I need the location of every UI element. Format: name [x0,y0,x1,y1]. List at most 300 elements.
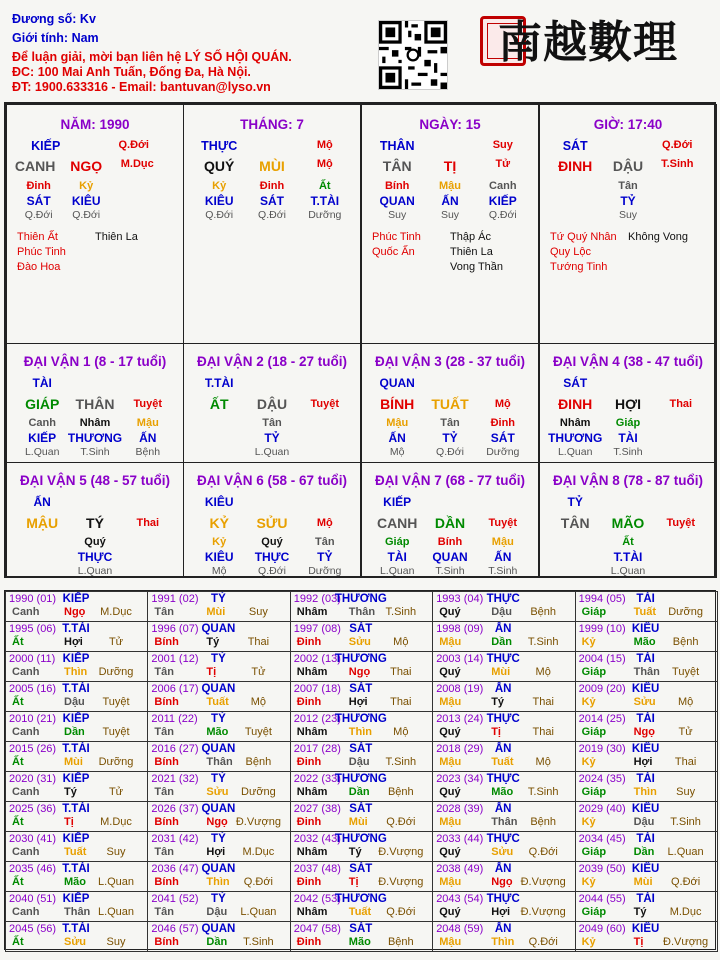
hidden-phase: L.Quan [77,565,113,577]
year-label: 2045 (56) [9,923,57,935]
hidden-stem: Quý [84,536,106,548]
year-god: T.TÀI [62,803,90,815]
year-label: 1995 (06) [9,623,57,635]
qr-code-icon [378,20,448,90]
year-phase: Bệnh [672,636,699,648]
dai-van-phase: Thai [136,517,160,529]
hidden-phase: T.Sinh [435,565,465,577]
year-stem: Tân [154,786,174,798]
year-phase: T.Sinh [385,756,417,768]
year-god: KIÊU [631,863,660,875]
year-god: KIẾP [62,893,90,905]
year-cell [575,591,718,622]
pillars-grid [4,102,716,578]
year-cell [575,651,718,682]
dai-van-phase: Mộ [316,517,333,529]
year-phase: T.Sinh [385,606,417,618]
year-stem: Quý [439,786,461,798]
year-label: 2010 (21) [9,713,57,725]
year-stem: Mậu [439,756,462,768]
top-god: Q.Đới [118,139,149,151]
year-god: TỶ [211,713,226,725]
hidden-phase: Bệnh [135,446,161,458]
year-stem: Mậu [439,936,462,948]
year-stem: Canh [12,786,40,798]
dai-van-stem: CANH [376,515,418,531]
hidden-god: T.TÀI [613,550,643,564]
year-phase: T.Sinh [670,816,701,828]
year-branch: Thân [633,666,660,678]
year-stem: Quý [439,726,461,738]
star-name: Phúc Tinh [17,246,66,258]
hidden-stem: Kỷ [212,180,227,192]
year-branch: Sửu [348,636,371,648]
hidden-phase: Dưỡng [308,209,342,221]
dai-van-phase: Thai [669,398,693,410]
year-branch: Tị [348,876,359,888]
year-phase: Bệnh [387,786,414,798]
year-cell [432,621,575,652]
year-branch: Dần [64,726,85,738]
year-stem: Ất [12,876,24,888]
contact-line: Để luận giải, mời bạn liên hệ LÝ SỐ HỘI QUÁN. [12,50,292,64]
year-branch: Thìn [491,936,515,948]
hidden-god: TÀI [387,550,407,564]
year-label: 2021 (32) [151,773,199,785]
year-god: TỶ [211,593,226,605]
year-phase: Suy [248,606,268,618]
hidden-phase: L.Quan [254,446,290,458]
year-cell [290,831,433,862]
hidden-stem: Quý [261,536,283,548]
hidden-god: TỶ [317,550,333,564]
year-phase: Dưỡng [98,666,134,678]
year-phase: Mộ [535,666,551,678]
year-branch: Mão [64,876,86,888]
year-stem: Ất [12,756,24,768]
year-branch: Mùi [206,606,226,618]
year-branch: Hợi [633,756,653,768]
stem-branch: T.Sinh [661,158,694,170]
dai-van-god: KIẾP [383,495,412,509]
year-god: SÁT [349,803,373,815]
year-branch: Ngọ [491,876,513,888]
star-name: Phúc Tinh [372,231,421,243]
year-stem: Nhâm [296,786,328,798]
year-branch: Mão [491,786,514,798]
year-label: 2039 (50) [578,863,626,875]
year-branch: Mùi [348,816,368,828]
year-label: 1992 (03) [293,593,341,605]
year-god: THỰC [486,773,520,785]
year-cell [5,591,148,622]
year-stem: Quý [439,606,461,618]
year-cell [432,681,575,712]
year-label: 2022 (33) [293,773,341,785]
year-god: ẤN [494,683,512,695]
star-name: Quy Lộc [550,246,591,258]
year-cell [290,771,433,802]
year-stem: Giáp [581,726,607,738]
year-branch: Tị [491,726,501,738]
year-stem: Tân [154,606,174,618]
year-phase: Thai [532,726,554,738]
hidden-stem: Đinh [259,180,285,192]
year-god: ẤN [494,863,512,875]
year-cell [575,711,718,742]
dai-van-stem: ĐINH [558,396,593,412]
year-stem: Quý [439,846,461,858]
dai-van-phase: Tuyệt [666,517,696,529]
dai-van-stem: KỶ [209,515,229,531]
year-branch: Tý [491,696,505,708]
hidden-stem: Nhâm [79,417,111,429]
dai-van-god: T.TÀI [204,376,234,390]
hidden-stem: Giáp [384,536,410,548]
year-phase: Tuyệt [244,726,272,738]
dai-van-stem: BÍNH [380,396,415,412]
hidden-phase: Suy [388,209,407,221]
annual-luck-table [4,590,716,950]
star-name: Không Vong [628,231,688,243]
year-god: QUAN [201,803,236,815]
dai-van-cell [6,462,184,578]
year-stem: Giáp [581,666,607,678]
year-label: 2026 (37) [151,803,199,815]
dai-van-title: ĐẠI VẬN 5 (48 - 57 tuổi) [19,473,171,488]
year-branch: Thìn [206,876,230,888]
year-god: T.TÀI [62,923,90,935]
year-label: 2019 (30) [578,743,626,755]
year-branch: Thìn [348,726,373,738]
year-branch: Ngọ [348,666,371,678]
pillar-title: GIỜ: 17:40 [593,117,663,132]
hidden-god: SÁT [26,194,51,208]
year-cell [432,711,575,742]
year-phase: Tử [251,666,266,678]
year-god: T.TÀI [62,743,90,755]
hidden-god: ẤN [494,550,512,564]
star-name: Thiên Ất [17,231,58,243]
year-cell [290,921,433,952]
year-phase: Dưỡng [241,786,276,798]
year-stem: Tân [154,666,174,678]
pillar-cell [6,104,184,344]
year-god: THƯƠNG [334,893,387,905]
year-stem: Quý [439,666,461,678]
hidden-stem: Ất [318,180,331,192]
hidden-phase: Q.Đới [488,209,517,221]
hidden-stem: Nhâm [559,417,591,429]
year-label: 2035 (46) [9,863,57,875]
year-god: SÁT [349,743,373,755]
year-cell [432,801,575,832]
year-god: KIẾP [62,593,90,605]
year-god: TÀI [636,653,655,665]
dai-van-branch: SỬU [256,515,288,531]
hidden-stem: Kỷ [79,180,94,192]
year-label: 2003 (14) [436,653,484,665]
year-stem: Đinh [296,636,322,648]
year-label: 2043 (54) [436,893,484,905]
year-phase: T.Sinh [527,636,559,648]
hidden-phase: L.Quan [24,446,60,458]
year-phase: Đ.Vượng [520,906,566,918]
year-stem: Nhâm [296,906,328,918]
year-branch: Ngọ [64,606,86,618]
stem-branch: Tử [495,158,511,170]
year-god: TÀI [636,593,655,605]
year-god: TỶ [211,833,226,845]
top-god: KIẾP [31,139,61,153]
year-label: 2016 (27) [151,743,199,755]
hidden-phase: Q.Đới [72,209,101,221]
year-phase: M.Dục [100,606,132,618]
year-phase: Đ.Vượng [378,876,424,888]
year-branch: Tý [64,786,77,798]
year-cell [575,741,718,772]
star-name: Đào Hoa [17,261,61,273]
year-phase: Mộ [393,726,409,738]
year-phase: M.Dục [100,816,132,828]
year-branch: Thân [206,756,233,768]
year-cell [575,831,718,862]
dai-van-branch: THÂN [75,396,115,412]
year-label: 1993 (04) [436,593,484,605]
year-god: SÁT [349,863,373,875]
year-cell [5,711,148,742]
dai-van-god: KIÊU [204,495,234,509]
hidden-god: KIÊU [204,550,234,564]
top-god: Q.Đới [662,139,693,151]
year-phase: Suy [676,786,696,798]
year-branch: Mùi [491,666,511,678]
year-cell [575,801,718,832]
dai-van-god: ẤN [33,495,51,509]
year-cell [5,831,148,862]
year-branch: Sửu [491,846,514,858]
year-cell [290,741,433,772]
hidden-stem: Kỷ [212,536,227,548]
year-branch: Hợi [491,906,511,918]
year-phase: Q.Đới [528,846,558,858]
year-god: ẤN [494,743,512,755]
year-branch: Hợi [206,846,226,858]
year-label: 2020 (31) [9,773,57,785]
hidden-phase: Dưỡng [486,446,520,458]
year-label: 2033 (44) [436,833,484,845]
hidden-phase: Q.Đới [205,209,234,221]
year-phase: L.Quan [240,906,277,918]
dai-van-cell [361,462,539,578]
year-stem: Nhâm [296,666,328,678]
year-stem: Bính [154,876,179,888]
year-label: 2007 (18) [293,683,341,695]
year-label: 2044 (55) [578,893,626,905]
year-cell [432,591,575,622]
year-god: QUAN [201,743,236,755]
year-phase: Q.Đới [243,876,273,888]
year-god: KIÊU [631,803,660,815]
hidden-phase: Q.Đới [258,209,286,221]
dai-van-cell [183,343,361,463]
dai-van-cell [539,462,717,578]
year-god: KIẾP [62,713,90,725]
year-label: 1994 (05) [578,593,626,605]
year-phase: Thai [532,696,554,708]
top-god: THỰC [201,139,238,153]
year-phase: Thai [390,666,412,678]
year-branch: Tuất [633,606,656,618]
year-god: THƯƠNG [334,713,387,725]
hidden-phase: Mộ [211,565,227,577]
hidden-stem: Giáp [615,417,641,429]
year-god: SÁT [349,623,373,635]
year-label: 2012 (23) [293,713,341,725]
hidden-god: ẤN [388,431,406,445]
year-label: 2034 (45) [578,833,626,845]
year-phase: Tử [678,726,693,738]
dai-van-god: QUAN [379,376,415,390]
stem-branch: NGỌ [70,158,103,174]
year-branch: Tị [206,666,217,678]
year-stem: Nhâm [296,726,328,738]
year-god: ẤN [494,623,512,635]
year-stem: Giáp [581,846,607,858]
stem-branch: MÙI [259,158,285,174]
year-god: THỰC [486,713,520,725]
star-name: Thập Ác [450,231,491,243]
year-stem: Tân [154,906,174,918]
year-cell [5,921,148,952]
year-god: KIÊU [631,743,660,755]
hidden-god: SÁT [490,431,515,445]
year-phase: Q.Đới [386,906,416,918]
year-cell [147,861,290,892]
year-branch: Sửu [206,786,229,798]
year-cell [147,891,290,922]
year-phase: Mộ [677,696,694,708]
hidden-stem: Tân [440,417,460,429]
dai-van-title: ĐẠI VẬN 1 (8 - 17 tuổi) [23,354,167,369]
year-cell [432,891,575,922]
year-god: QUAN [201,923,236,935]
year-branch: Mão [206,726,229,738]
year-branch: Tý [633,906,647,918]
hidden-stem: Đinh [26,180,51,192]
dai-van-title: ĐẠI VẬN 4 (38 - 47 tuổi) [552,354,704,369]
year-cell [290,621,433,652]
year-branch: Dậu [491,606,512,618]
hidden-god: KIÊU [71,194,101,208]
year-phase: Tuyệt [102,726,130,738]
top-god: SÁT [562,139,588,153]
brand-logo: 南越數理 [498,17,678,68]
hidden-phase: T.Sinh [80,446,110,458]
year-god: QUAN [201,683,236,695]
dai-van-title: ĐẠI VẬN 2 (18 - 27 tuổi) [196,354,348,369]
hidden-phase: L.Quan [379,565,415,577]
year-label: 1996 (07) [151,623,199,635]
year-god: KIẾP [62,833,90,845]
hidden-phase: Q.Đới [436,446,464,458]
hidden-god: KIẾP [28,431,57,445]
pillar-cell [539,104,717,344]
year-stem: Giáp [581,906,607,918]
year-branch: Dần [633,846,655,858]
stem-branch: TỊ [443,158,457,174]
year-phase: Thai [247,636,270,648]
year-stem: Đinh [296,936,322,948]
hidden-phase: Suy [440,209,460,221]
year-phase: Đ.Vượng [378,846,424,858]
pillar-title: NGÀY: 15 [419,117,481,132]
year-phase: Tuyệt [102,696,130,708]
year-branch: Dần [491,636,512,648]
year-stem: Bính [154,756,179,768]
year-label: 2006 (17) [151,683,199,695]
year-stem: Bính [154,816,179,828]
year-god: TÀI [636,713,655,725]
year-cell [147,711,290,742]
year-stem: Canh [12,846,40,858]
dai-van-god: TỶ [567,495,583,509]
year-stem: Quý [439,906,461,918]
year-stem: Bính [154,936,179,948]
year-god: THƯƠNG [334,833,387,845]
hidden-phase: Q.Đới [258,565,286,577]
hidden-god: SÁT [260,194,284,208]
year-branch: Thân [64,906,91,918]
dai-van-title: ĐẠI VẬN 7 (68 - 77 tuổi) [374,473,526,488]
hidden-god: QUAN [379,194,415,208]
stem-branch: M.Dục [120,158,154,170]
year-god: T.TÀI [62,683,90,695]
year-phase: M.Dục [669,906,702,918]
year-stem: Bính [154,696,179,708]
year-cell [147,651,290,682]
year-god: QUAN [201,863,236,875]
year-god: KIÊU [631,683,660,695]
hidden-god: TỶ [264,431,280,445]
year-branch: Mùi [633,876,653,888]
year-phase: Suy [106,846,126,858]
dai-van-god: SÁT [563,376,588,390]
year-stem: Ất [12,816,24,828]
year-god: KIÊU [631,623,660,635]
hidden-god: TỶ [620,194,636,208]
year-god: KIẾP [62,773,90,785]
hidden-stem: Ất [622,536,634,548]
year-stem: Đinh [296,876,322,888]
year-god: THỰC [486,653,520,665]
year-label: 2028 (39) [436,803,484,815]
year-branch: Thìn [64,666,88,678]
year-label: 2024 (35) [578,773,626,785]
pillar-title: THÁNG: 7 [240,117,304,132]
year-branch: Tuất [64,846,87,858]
hidden-stem: Bính [384,180,410,192]
year-label: 2002 (13) [293,653,341,665]
year-god: TÀI [636,773,655,785]
hidden-stem: Mậu [439,180,461,192]
dai-van-branch: TUẤT [431,396,469,412]
hidden-god: THỰC [254,550,290,564]
year-label: 2008 (19) [436,683,484,695]
year-phase: Bệnh [387,936,414,948]
hidden-god: T.TÀI [310,194,340,208]
year-stem: Tân [154,846,174,858]
